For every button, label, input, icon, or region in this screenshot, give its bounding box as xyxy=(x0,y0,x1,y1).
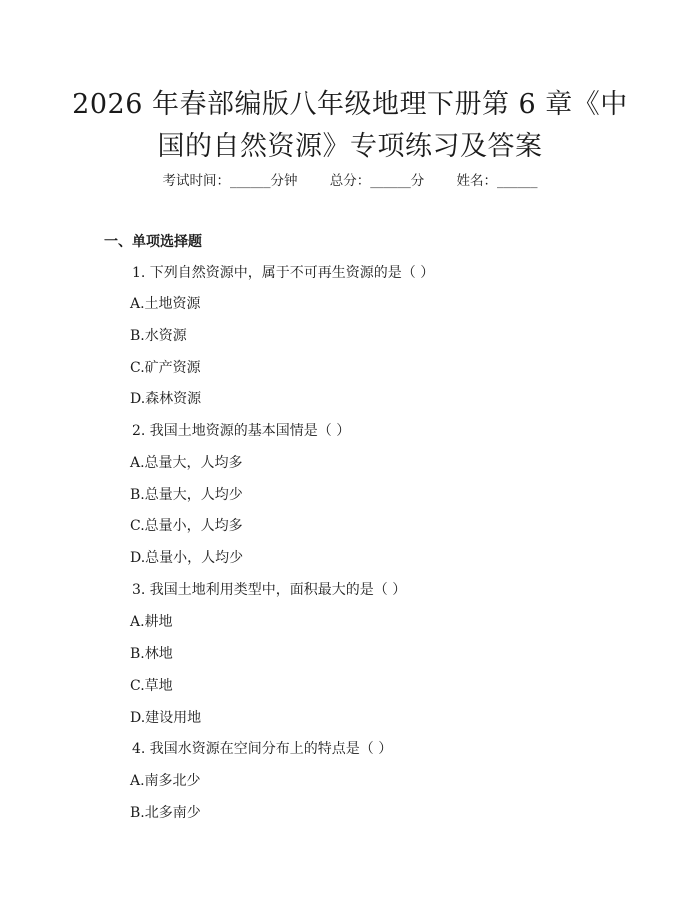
document-title-line-1: 2026 年春部编版八年级地理下册第 6 章《中 xyxy=(72,89,628,120)
question-option: A.总量大，人均多 xyxy=(130,455,243,471)
question-option: A.南多北少 xyxy=(130,773,201,789)
question-option: A.耕地 xyxy=(130,614,173,630)
question-option: B.水资源 xyxy=(130,328,187,344)
section-heading: 一、单项选择题 xyxy=(104,234,202,250)
question-stem: 3. 我国土地利用类型中，面积最大的是（ ） xyxy=(132,582,407,598)
question-option: B.林地 xyxy=(130,646,173,662)
question-option: D.森林资源 xyxy=(130,391,202,407)
question-option: A.土地资源 xyxy=(130,296,201,312)
exam-info xyxy=(0,169,700,189)
question-option: C.草地 xyxy=(130,678,173,694)
question-stem: 4. 我国水资源在空间分布上的特点是（ ） xyxy=(132,741,393,757)
question-option: C.总量小，人均多 xyxy=(130,518,243,534)
total-score: 总分：______分 xyxy=(329,173,425,189)
document-title-line-2: 国的自然资源》专项练习及答案 xyxy=(157,131,543,162)
question-stem: 1. 下列自然资源中，属于不可再生资源的是（ ） xyxy=(132,265,435,281)
question-option: D.建设用地 xyxy=(130,710,202,726)
student-name: 姓名：______ xyxy=(456,173,538,189)
question-stem: 2. 我国土地资源的基本国情是（ ） xyxy=(132,423,351,439)
question-option: B.总量大，人均少 xyxy=(130,487,243,503)
question-option: D.总量小，人均少 xyxy=(130,550,244,566)
exam-time: 考试时间：______分钟 xyxy=(162,173,298,189)
question-option: B.北多南少 xyxy=(130,805,201,821)
question-option: C.矿产资源 xyxy=(130,360,201,376)
